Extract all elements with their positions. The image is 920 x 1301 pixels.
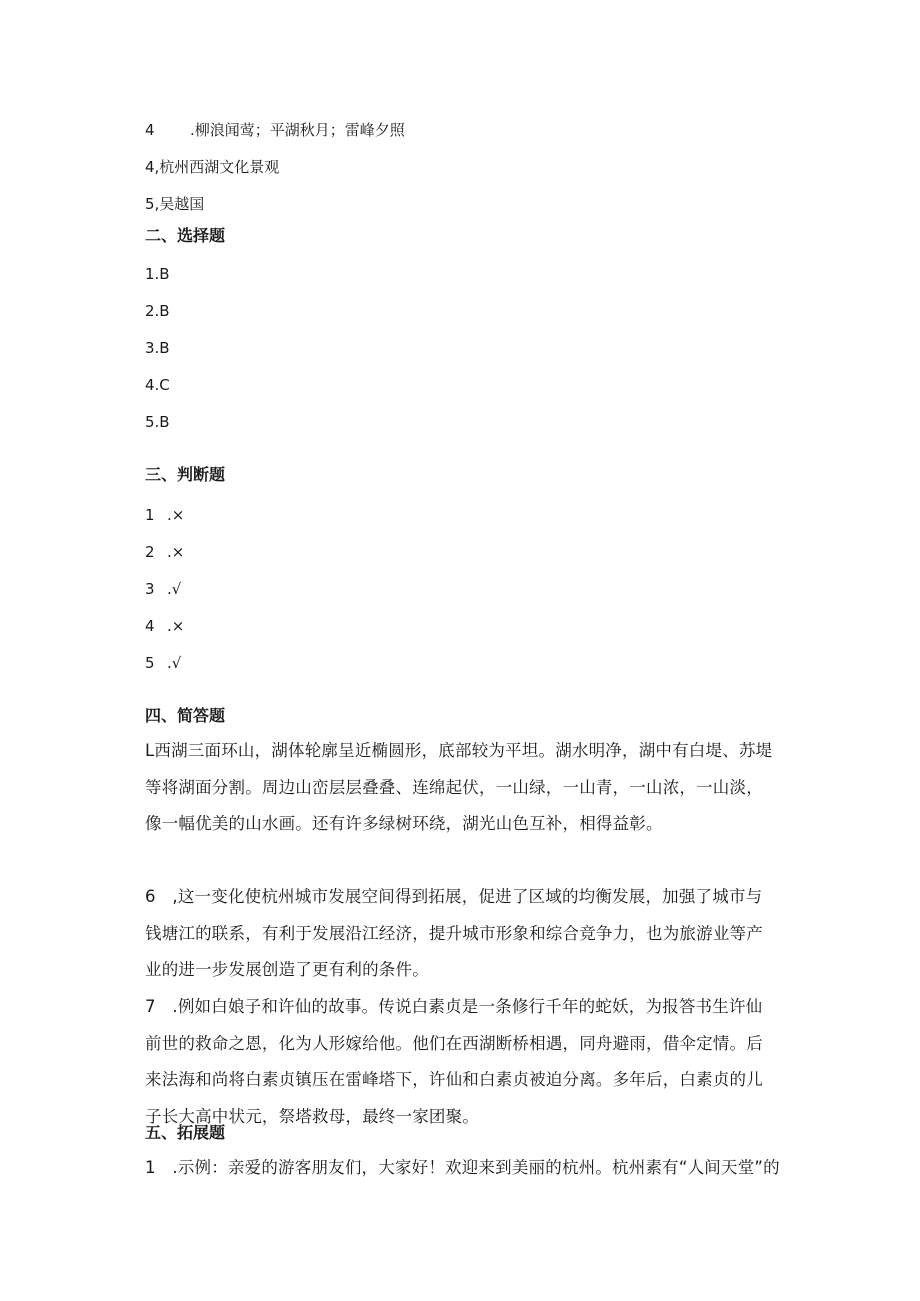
choice-answer: 2.B bbox=[145, 302, 170, 320]
short-answer-paragraph: 6 ,这一变化使杭州城市发展空间得到拓展，促进了区域的均衡发展，加强了城市与钱塘江的联系，有利于发展沿江经济，提升城市形象和综合竞争力，也为旅游业等产业的进一步发展创造了更有利的条件。 bbox=[145, 887, 763, 979]
answer-number: 4 bbox=[145, 121, 155, 139]
answer-number: 1 bbox=[145, 506, 155, 524]
judgement-answer bbox=[145, 653, 181, 673]
extension-answer: 1 .示例：亲爱的游客朋友们，大家好！欢迎来到美丽的杭州。杭州素有“人间天堂”的 bbox=[145, 1158, 780, 1177]
section-heading-judgement: 三、判断题 bbox=[145, 465, 226, 484]
answer-text: .× bbox=[167, 617, 185, 635]
answer-number: 3 bbox=[145, 580, 155, 598]
section-heading-choice: 二、选择题 bbox=[145, 226, 226, 245]
choice-answer: 3.B bbox=[145, 339, 170, 357]
judgement-answer bbox=[145, 505, 184, 525]
choice-answer: 5.B bbox=[145, 413, 170, 431]
answer-text: .柳浪闻莺；平湖秋月；雷峰夕照 bbox=[190, 121, 405, 139]
answer-line: 4,杭州西湖文化景观 bbox=[145, 158, 280, 176]
answer-line bbox=[145, 120, 405, 140]
section-heading-extension: 五、拓展题 bbox=[145, 1123, 226, 1142]
choice-answer: 4.C bbox=[145, 376, 170, 394]
answer-number: 4 bbox=[145, 617, 155, 635]
choice-answer: 1.B bbox=[145, 265, 170, 283]
answer-line: 5,吴越国 bbox=[145, 195, 205, 213]
short-answer-paragraph: 7 .例如白娘子和许仙的故事。传说白素贞是一条修行千年的蛇妖，为报答书生许仙前世的救命之恩，化为人形嫁给他。他们在西湖断桥相遇，同舟避雨，借伞定情。后来法海和尚将白素贞镇压在雷峰塔下，许仙和白素贞被迫分离。多年后，白素贞的儿子长大高中状元，祭塔救母，最终一家团聚。 bbox=[145, 997, 763, 1126]
judgement-answer bbox=[145, 616, 184, 636]
answer-text: .√ bbox=[167, 580, 182, 598]
answer-text: .× bbox=[167, 506, 185, 524]
short-answer-paragraph: L西湖三面环山，湖体轮廓呈近椭圆形，底部较为平坦。湖水明净，湖中有白堤、苏堤等将湖面分割。周边山峦层层叠叠、连绵起伏，一山绿，一山青，一山浓，一山淡，像一幅优美的山水画。还有许多绿树环绕，湖光山色互补，相得益彰。 bbox=[145, 741, 773, 833]
section-heading-short-answer: 四、简答题 bbox=[145, 706, 226, 725]
judgement-answer bbox=[145, 542, 184, 562]
answer-text: .× bbox=[167, 543, 185, 561]
judgement-answer bbox=[145, 579, 181, 599]
answer-number: 5 bbox=[145, 654, 155, 672]
answer-text: .√ bbox=[167, 654, 182, 672]
answer-number: 2 bbox=[145, 543, 155, 561]
